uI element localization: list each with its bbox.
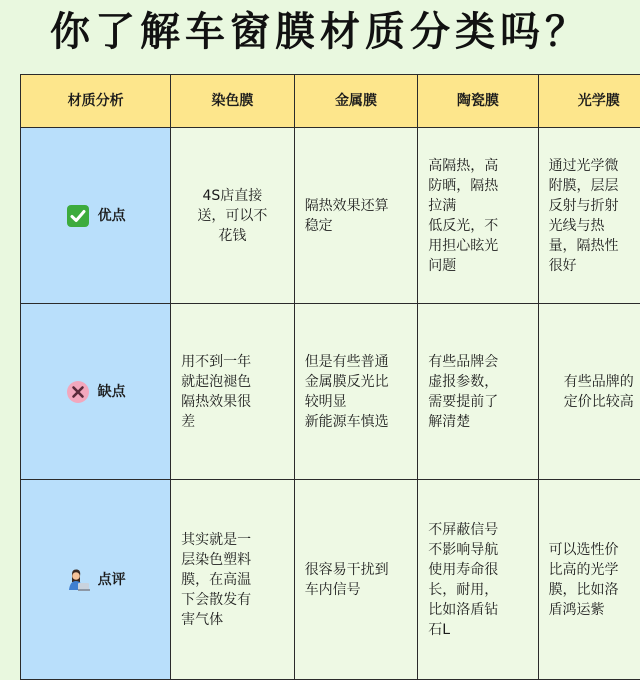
cell-pros-ceramic (418, 128, 538, 304)
cross-mark-icon (66, 380, 90, 404)
cell-pros-dyed (171, 128, 295, 304)
row-header-pros (21, 128, 171, 304)
cell-text: 但是有些普通 金属膜反光比 较明显 新能源车慎选 (295, 352, 418, 432)
check-mark-icon (66, 204, 90, 228)
cell-text: 隔热效果还算 稳定 (295, 196, 418, 236)
cell-cons-metal (294, 304, 418, 480)
table-row (21, 304, 640, 480)
header-metal-film: 金属膜 (294, 75, 418, 128)
cell-pros-metal (294, 128, 418, 304)
cell-review-optical (538, 480, 640, 680)
cell-text: 其实就是一 层染色塑料 膜，在高温 下会散发有 害气体 (171, 530, 294, 630)
cell-text: 很容易干扰到 车内信号 (295, 560, 418, 600)
cell-text: 有些品牌的 定价比较高 (539, 372, 640, 412)
header-material-analysis: 材质分析 (21, 75, 171, 128)
header-dyed-film: 染色膜 (171, 75, 295, 128)
row-label: 点评 (98, 570, 126, 590)
row-label: 缺点 (98, 382, 126, 402)
comparison-table (20, 74, 640, 680)
cell-review-metal (294, 480, 418, 680)
page-title: 你了解车窗膜材质分类吗？ (0, 6, 640, 58)
cell-text: 高隔热，高 防晒，隔热 拉满 低反光，不 用担心眩光 问题 (418, 156, 537, 276)
cell-cons-ceramic (418, 304, 538, 480)
cell-text: 可以选性价 比高的光学 膜，比如洛 盾鸿运紫 (539, 540, 640, 620)
cell-cons-optical (538, 304, 640, 480)
header-optical-film: 光学膜 (538, 75, 640, 128)
cell-review-ceramic (418, 480, 538, 680)
row-header-review (21, 480, 171, 680)
table-row (21, 480, 640, 680)
cell-text: 不屏蔽信号 不影响导航 使用寿命很 长，耐用， 比如洛盾钻 石L (418, 520, 537, 640)
table-row (21, 128, 640, 304)
cell-cons-dyed (171, 304, 295, 480)
row-label: 优点 (98, 206, 126, 226)
person-laptop-icon (66, 568, 90, 592)
row-header-cons (21, 304, 171, 480)
cell-review-dyed (171, 480, 295, 680)
cell-text: 有些品牌会 虚报参数， 需要提前了 解清楚 (418, 352, 537, 432)
cell-text: 用不到一年 就起泡褪色 隔热效果很 差 (171, 352, 294, 432)
cell-text: 通过光学微 附膜，层层 反射与折射 光线与热 量，隔热性 很好 (539, 156, 640, 276)
cell-pros-optical (538, 128, 640, 304)
header-ceramic-film: 陶瓷膜 (418, 75, 538, 128)
table-header-row (21, 75, 640, 128)
cell-text: 4S店直接 送，可以不 花钱 (171, 186, 294, 246)
